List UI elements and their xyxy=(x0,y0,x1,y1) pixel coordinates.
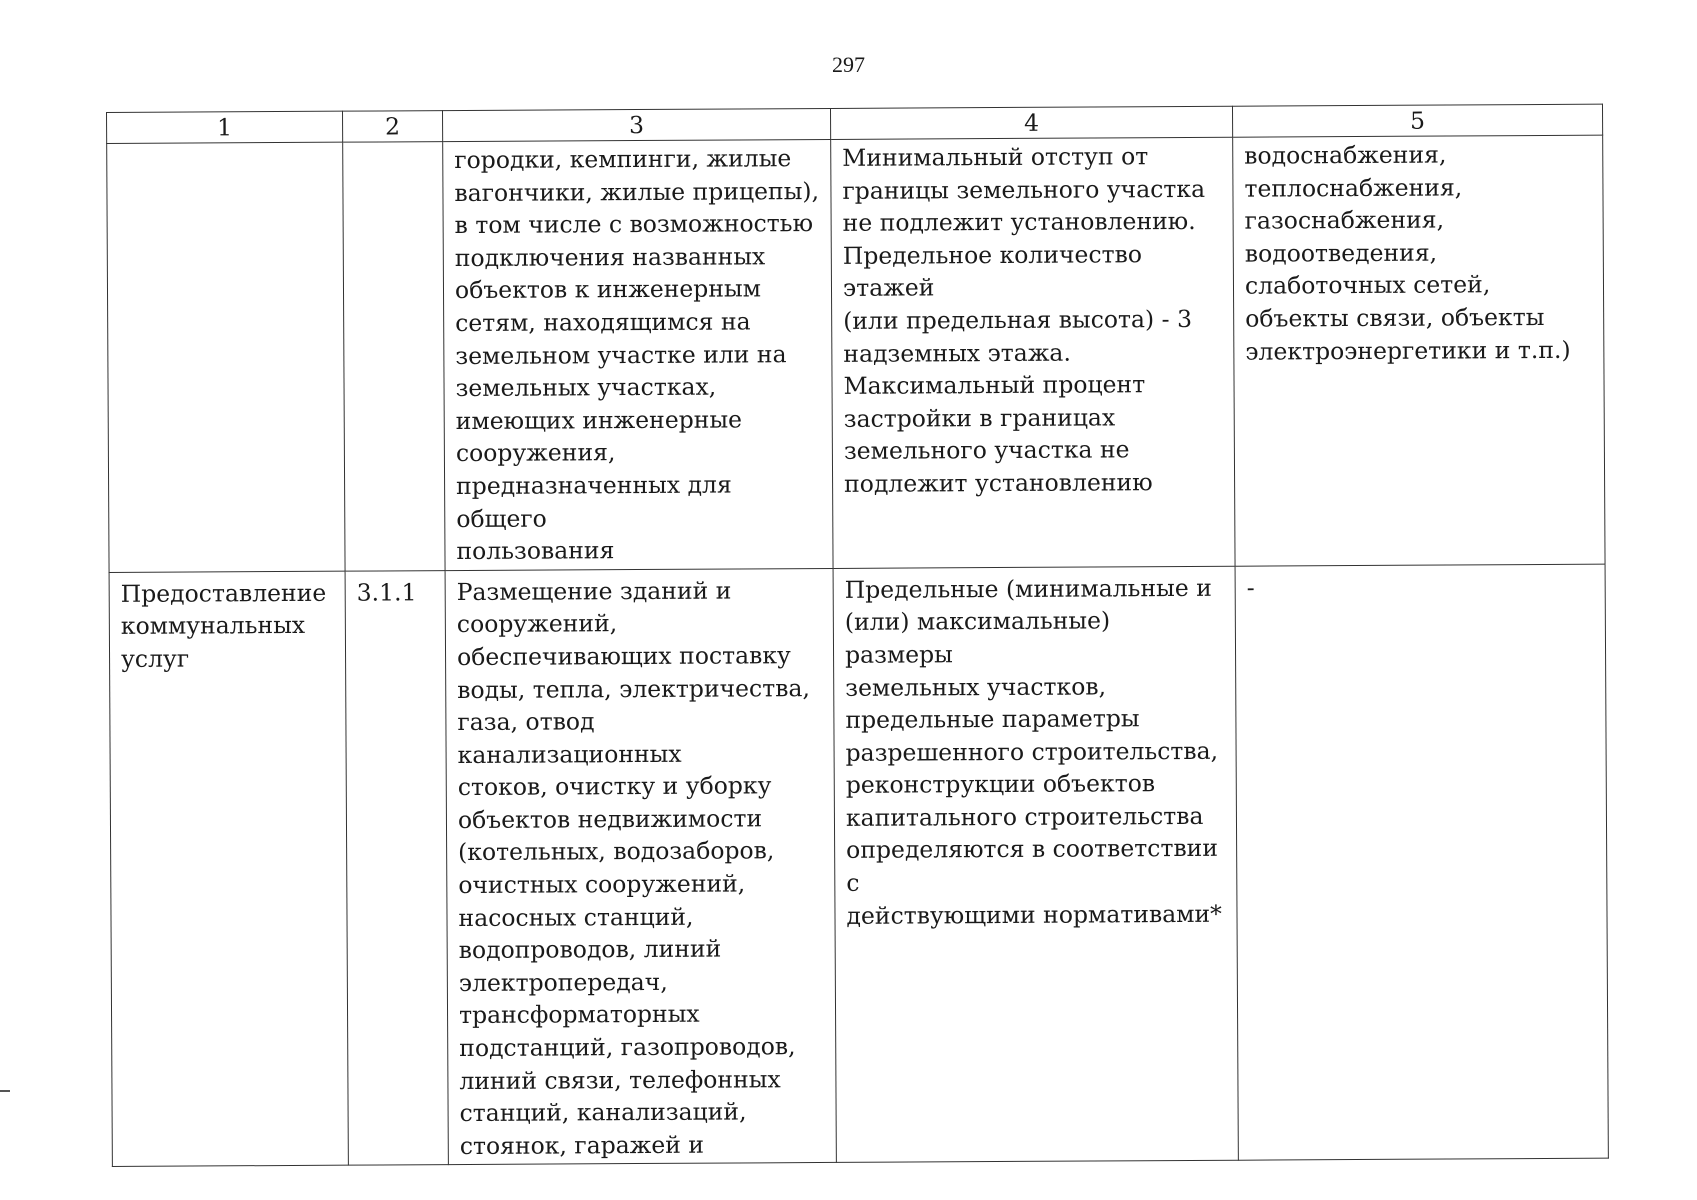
cell-text: Предельные (минимальные и (или) максимальные) размеры земельных участков, предельные параметры разрешенного строительства, реконструкции объектов капитального строительства определяются в соответствии с действующими нормативами* xyxy=(844,573,1222,930)
cell-text: Предоставление коммунальных услуг xyxy=(120,578,327,673)
table-cell xyxy=(343,142,445,571)
regulations-table xyxy=(106,104,1609,1168)
cell-text: водоснабжения, теплоснабжения, газоснабжения, водоотведения, слаботочных сетей, объекты связи, объекты электроэнергетики и т.п.) xyxy=(1244,140,1571,366)
table-cell xyxy=(109,571,348,1167)
table-cell xyxy=(445,568,836,1165)
table-cell xyxy=(107,142,345,572)
column-header-4: 4 xyxy=(830,106,1232,139)
table-cell xyxy=(443,139,833,570)
table-cell xyxy=(833,566,1238,1163)
table-cell xyxy=(831,137,1235,568)
cell-text: Минимальный отступ от границы земельного участка не подлежит установлению. Предельное количество этажей (или предельная высота) - 3 надземных этажа. Максимальный процент застройки в границах земельного участка не подлежит установлению xyxy=(842,142,1206,498)
table-cell xyxy=(345,570,448,1165)
page-number: 297 xyxy=(832,52,865,77)
column-header-2: 2 xyxy=(342,111,442,143)
table-cell xyxy=(1235,564,1608,1161)
cell-text: Размещение зданий и сооружений, обеспечивающих поставку воды, тепла, электричества, газа, отвод канализационных стоков, очистку и уборку объектов недвижимости (котельных, водозаборов, очистных сооружений, насосных станций, водопроводов, линий электропередач, трансформаторных подстанций, газопроводов, линий связи, телефонных станций, канализаций, стоянок, гаражей и xyxy=(456,576,810,1160)
column-header-1: 1 xyxy=(107,111,343,143)
scan-edge-mark xyxy=(0,1090,10,1092)
table-row xyxy=(109,564,1608,1167)
cell-text: 3.1.1 xyxy=(356,577,417,607)
column-header-3: 3 xyxy=(442,108,830,141)
cell-text: городки, кемпинги, жилые вагончики, жилые прицепы), в том числе с возможностью подключения названных объектов к инженерным сетям, находящимся на земельном участке или на земельных участках, имеющих инженерные сооружения, предназначенных для общего пользования xyxy=(454,144,820,566)
cell-text xyxy=(118,145,332,146)
column-header-5: 5 xyxy=(1232,104,1602,137)
cell-text: - xyxy=(1246,573,1255,602)
table-cell xyxy=(1233,135,1605,566)
table-row xyxy=(107,135,1605,572)
